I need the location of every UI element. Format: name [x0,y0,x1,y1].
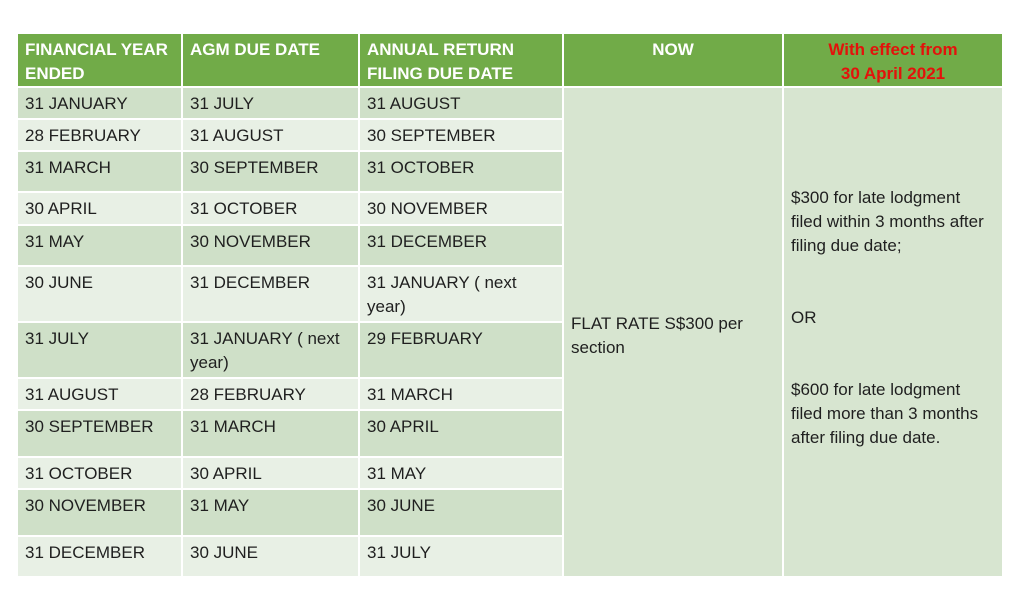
ar-cell: 31 AUGUST [359,87,563,119]
spacer [791,258,995,306]
fy-cell: 31 JULY [17,322,182,378]
effect-penalty-cell [783,87,1003,577]
ar-cell: 31 OCTOBER [359,151,563,192]
agm-cell: 28 FEBRUARY [182,378,359,410]
effect-or: OR [791,308,817,327]
ar-cell: 31 MAY [359,457,563,489]
ar-cell: 31 JULY [359,536,563,577]
ar-cell: 29 FEBRUARY [359,322,563,378]
table-row [17,87,1003,119]
header-annual-return-due-date: ANNUAL RETURN FILING DUE DATE [359,33,563,87]
fy-cell: 31 OCTOBER [17,457,182,489]
filing-deadlines-table [16,32,1004,578]
ar-cell: 31 DECEMBER [359,225,563,266]
header-effect-line1: With effect from [828,40,958,59]
effect-penalty-line1: $300 for late lodgment filed within 3 months after filing due date; [791,188,984,255]
agm-cell: 31 MARCH [182,410,359,457]
fy-cell: 30 APRIL [17,192,182,225]
ar-cell: 30 JUNE [359,489,563,536]
header-now: NOW [563,33,783,87]
fy-cell: 31 MARCH [17,151,182,192]
fy-cell: 30 NOVEMBER [17,489,182,536]
fy-cell: 30 SEPTEMBER [17,410,182,457]
fy-cell: 28 FEBRUARY [17,119,182,151]
ar-cell: 30 SEPTEMBER [359,119,563,151]
header-agm-due-date: AGM DUE DATE [182,33,359,87]
now-penalty-cell: FLAT RATE S$300 per section [563,87,783,577]
agm-cell: 30 NOVEMBER [182,225,359,266]
spacer [791,330,995,378]
ar-cell: 31 JANUARY ( next year) [359,266,563,322]
fy-cell: 30 JUNE [17,266,182,322]
fy-cell: 31 MAY [17,225,182,266]
agm-cell: 31 JULY [182,87,359,119]
agm-cell: 31 OCTOBER [182,192,359,225]
effect-penalty-line2: $600 for late lodgment filed more than 3 months after filing due date. [791,380,979,447]
agm-cell: 31 DECEMBER [182,266,359,322]
ar-cell: 30 APRIL [359,410,563,457]
agm-cell: 30 JUNE [182,536,359,577]
fy-cell: 31 JANUARY [17,87,182,119]
agm-cell: 31 MAY [182,489,359,536]
header-row [17,33,1003,87]
agm-cell: 30 SEPTEMBER [182,151,359,192]
ar-cell: 30 NOVEMBER [359,192,563,225]
agm-cell: 31 JANUARY ( next year) [182,322,359,378]
ar-cell: 31 MARCH [359,378,563,410]
agm-cell: 30 APRIL [182,457,359,489]
fy-cell: 31 AUGUST [17,378,182,410]
header-with-effect [783,33,1003,87]
header-effect-line2: 30 April 2021 [840,64,946,83]
header-financial-year: FINANCIAL YEAR ENDED [17,33,182,87]
agm-cell: 31 AUGUST [182,119,359,151]
fy-cell: 31 DECEMBER [17,536,182,577]
